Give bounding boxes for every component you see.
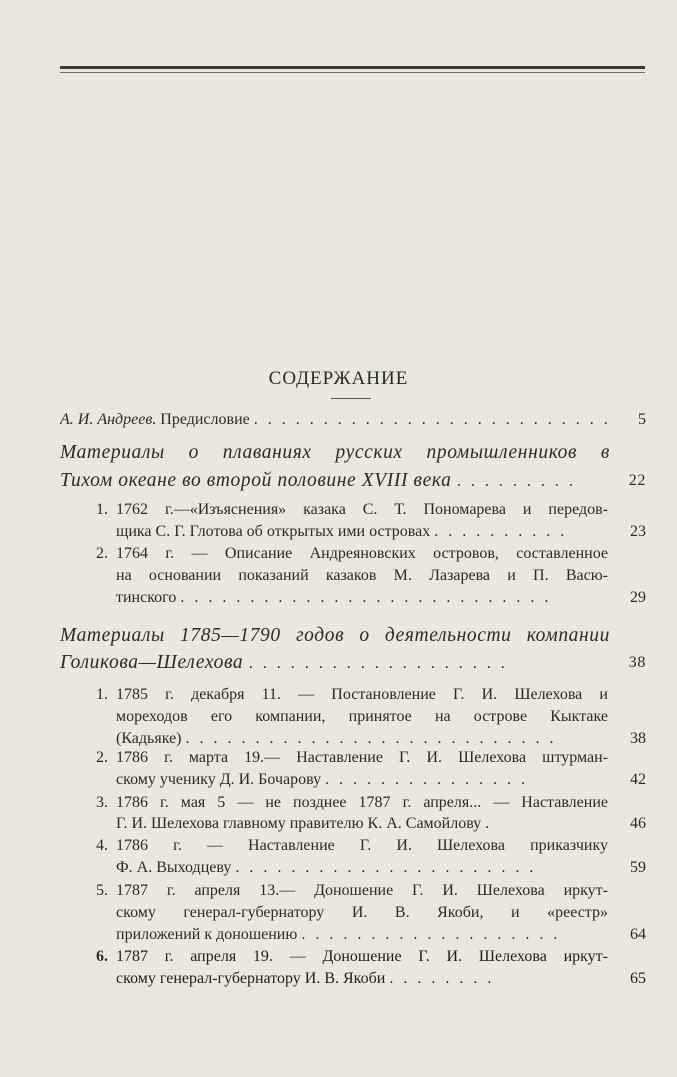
toc-entry-cont: скому ученику Д. И. Бочарову . . . . . . . . . . . . . . . 42 [116, 769, 646, 791]
toc-entry-cont: скому генерал-губернатору И. В. Якоби, и «реестр» [116, 904, 608, 921]
leader-dots: . . . . . . . . . . . . . . . . . . . . . . . . . . [253, 411, 611, 428]
leader-dots: . . . . . . . . . . . . . . . [325, 771, 529, 788]
top-rule-thin [60, 72, 645, 73]
page-number: 38 [628, 654, 646, 671]
leader-dots: . . . . . . . . . . . . . . . . . . . [301, 926, 561, 943]
section-heading-line: Материалы 1785—1790 годов о деятельности компании [60, 625, 610, 646]
preface-author: А. И. Андреев. [60, 411, 157, 428]
toc-entry-preface [60, 409, 646, 431]
section-heading-line: Тихом океане во второй половине XVIII века . . . . . . . . . 22 [60, 467, 646, 495]
title-underline [331, 398, 371, 399]
toc-entry-cont: (Кадьяке) . . . . . . . . . . . . . . . . . . . . . . . . . . . 38 [116, 728, 646, 750]
toc-entry-cont: на основании показаний казаков М. Лазарева и П. Васю- [116, 567, 608, 584]
page-number: 64 [630, 926, 646, 943]
top-rule [60, 66, 645, 69]
page-number: 46 [630, 815, 646, 832]
page-title: СОДЕРЖАНИЕ [268, 368, 409, 389]
toc-entry-cont: щика С. Г. Глотова об открытых ими островах . . . . . . . . . . 23 [116, 521, 646, 543]
page-number: 38 [630, 730, 646, 747]
toc-entry-cont: Ф. А. Выходцеву . . . . . . . . . . . . . . . . . . . . . . 59 [116, 857, 646, 879]
leader-dots: . . . . . . . . . . . . . . . . . . . . . . . . . . . [185, 730, 557, 747]
toc-entry-cont: приложений к доношению . . . . . . . . . . . . . . . . . . . 64 [116, 924, 646, 946]
page-number: 42 [630, 771, 646, 788]
preface-title: Предисловие [160, 411, 250, 428]
page-number: 65 [630, 970, 646, 987]
leader-dots: . . . . . . . . . . . . . . . . . . . . . . [235, 859, 537, 876]
section-heading-line: Голикова—Шелехова . . . . . . . . . . . . . . . . . . . 38 [60, 649, 646, 677]
leader-dots: . . . . . . . . . [456, 473, 576, 490]
page-number: 5 [638, 411, 646, 428]
section-heading-line: Материалы о плаваниях русских промышленников в [60, 442, 610, 463]
page-number: 59 [630, 859, 646, 876]
leader-dots: . . . . . . . . . . . . . . . . . . . [248, 655, 508, 672]
toc-entry-cont: мореходов его компании, принятое на острове Кыктаке [116, 708, 608, 725]
toc-entry-cont: скому генерал-губернатору И. В. Якоби . . . . . . . . 65 [116, 968, 646, 990]
leader-dots: . . . . . . . . . . [434, 523, 568, 540]
page-number: 23 [630, 523, 646, 540]
page-number: 29 [630, 589, 646, 606]
leader-dots: . . . . . . . . [389, 970, 495, 987]
leader-dots: . . . . . . . . . . . . . . . . . . . . . . . . . . . [180, 589, 552, 606]
page-number: 22 [628, 472, 646, 489]
toc-entry-cont: тинского . . . . . . . . . . . . . . . . . . . . . . . . . . . 29 [116, 587, 646, 609]
toc-entry-cont: Г. И. Шелехова главному правителю К. А. Самойлову . 46 [116, 813, 646, 835]
